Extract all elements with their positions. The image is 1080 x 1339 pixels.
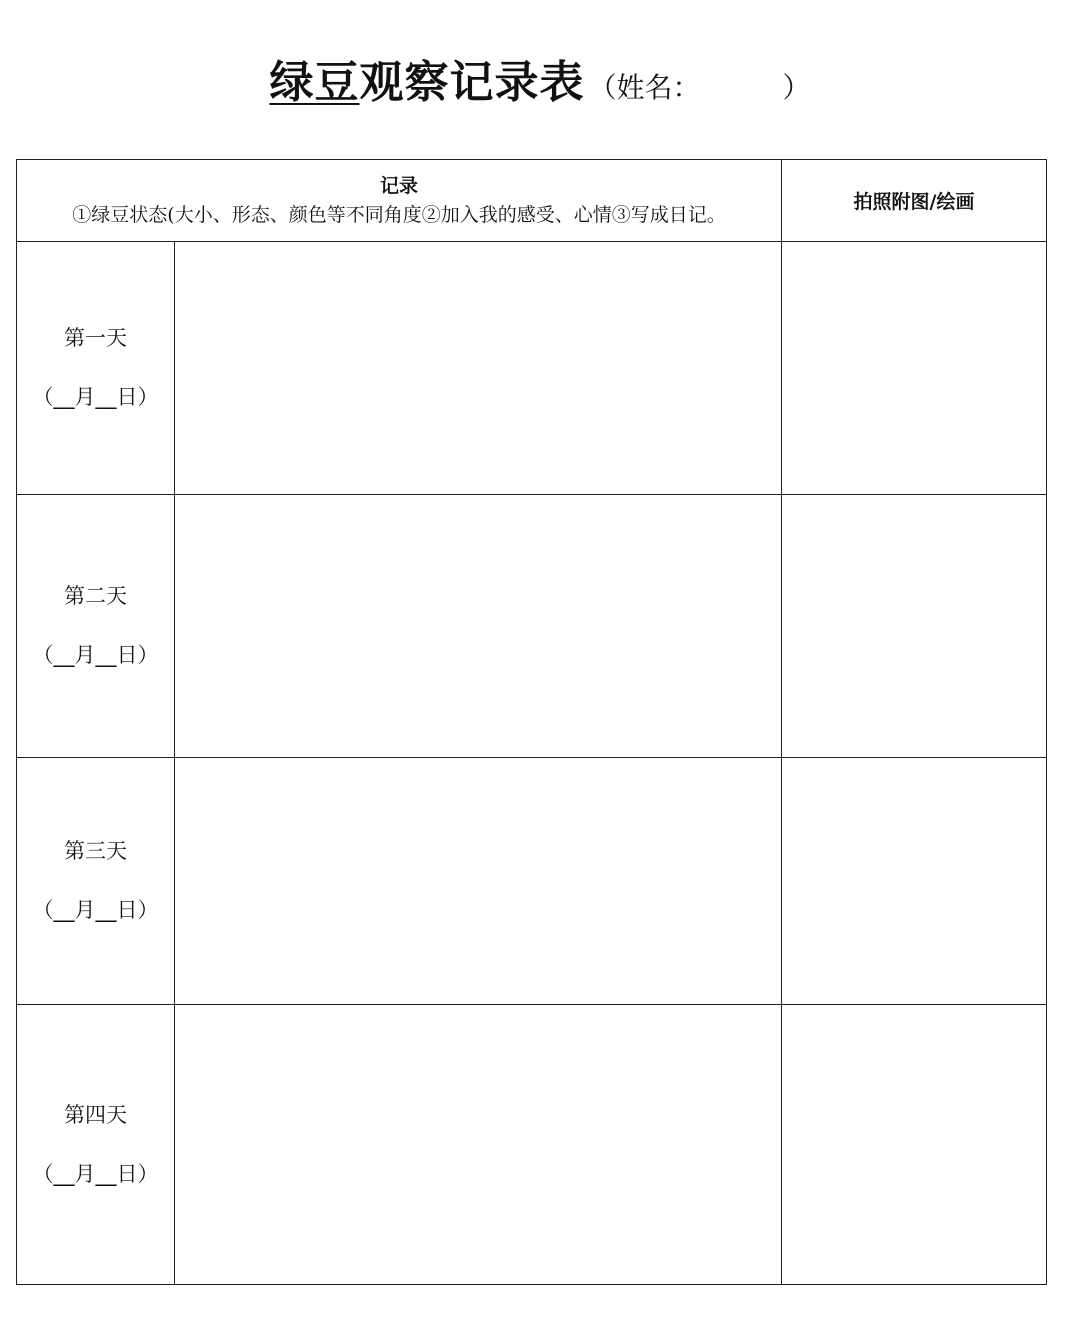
record-cell-2[interactable]: [175, 495, 782, 758]
day-label-cell-4: [17, 1005, 175, 1285]
record-header-title: 记录: [380, 174, 419, 197]
day-name-1: 第一天: [64, 326, 127, 350]
day-name-4: 第四天: [64, 1102, 127, 1127]
title-underlined-text: 绿豆: [269, 57, 360, 108]
day-row-4: [17, 1005, 1047, 1285]
photo-cell-1[interactable]: [782, 242, 1047, 495]
day-name-3: 第三天: [64, 839, 127, 863]
record-cell-1[interactable]: [175, 242, 782, 495]
day-label-cell-3: [17, 758, 175, 1005]
day-date-1: （__月__日）: [32, 385, 159, 409]
day-row-3: [17, 758, 1047, 1005]
day-date-4: （__月__日）: [32, 1161, 159, 1186]
photo-cell-4[interactable]: [782, 1005, 1047, 1285]
photo-cell-2[interactable]: [782, 495, 1047, 758]
title-main: [269, 57, 584, 108]
page-title: [0, 46, 1080, 110]
record-header-cell: [17, 160, 782, 242]
header-row: [17, 160, 1047, 242]
day-name-2: 第二天: [64, 584, 127, 608]
day-date-2: （__月__日）: [32, 643, 159, 667]
record-cell-4[interactable]: [175, 1005, 782, 1285]
observation-table: [16, 159, 1047, 1285]
photo-cell-3[interactable]: [782, 758, 1047, 1005]
day-label-cell-2: [17, 495, 175, 758]
title-rest-text: 观察记录表: [359, 57, 585, 108]
name-label: [588, 71, 810, 104]
name-label-close: ）: [782, 71, 811, 104]
photo-header-cell: 拍照附图/绘画: [782, 160, 1047, 242]
name-label-open: （姓名：: [588, 71, 701, 104]
day-date-3: （__月__日）: [32, 898, 159, 922]
record-header-instructions: ①绿豆状态(大小、形态、颜色等不同角度②加入我的感受、心情③写成日记。: [72, 203, 726, 226]
day-row-1: [17, 242, 1047, 495]
day-row-2: [17, 495, 1047, 758]
day-label-cell-1: [17, 242, 175, 495]
record-cell-3[interactable]: [175, 758, 782, 1005]
